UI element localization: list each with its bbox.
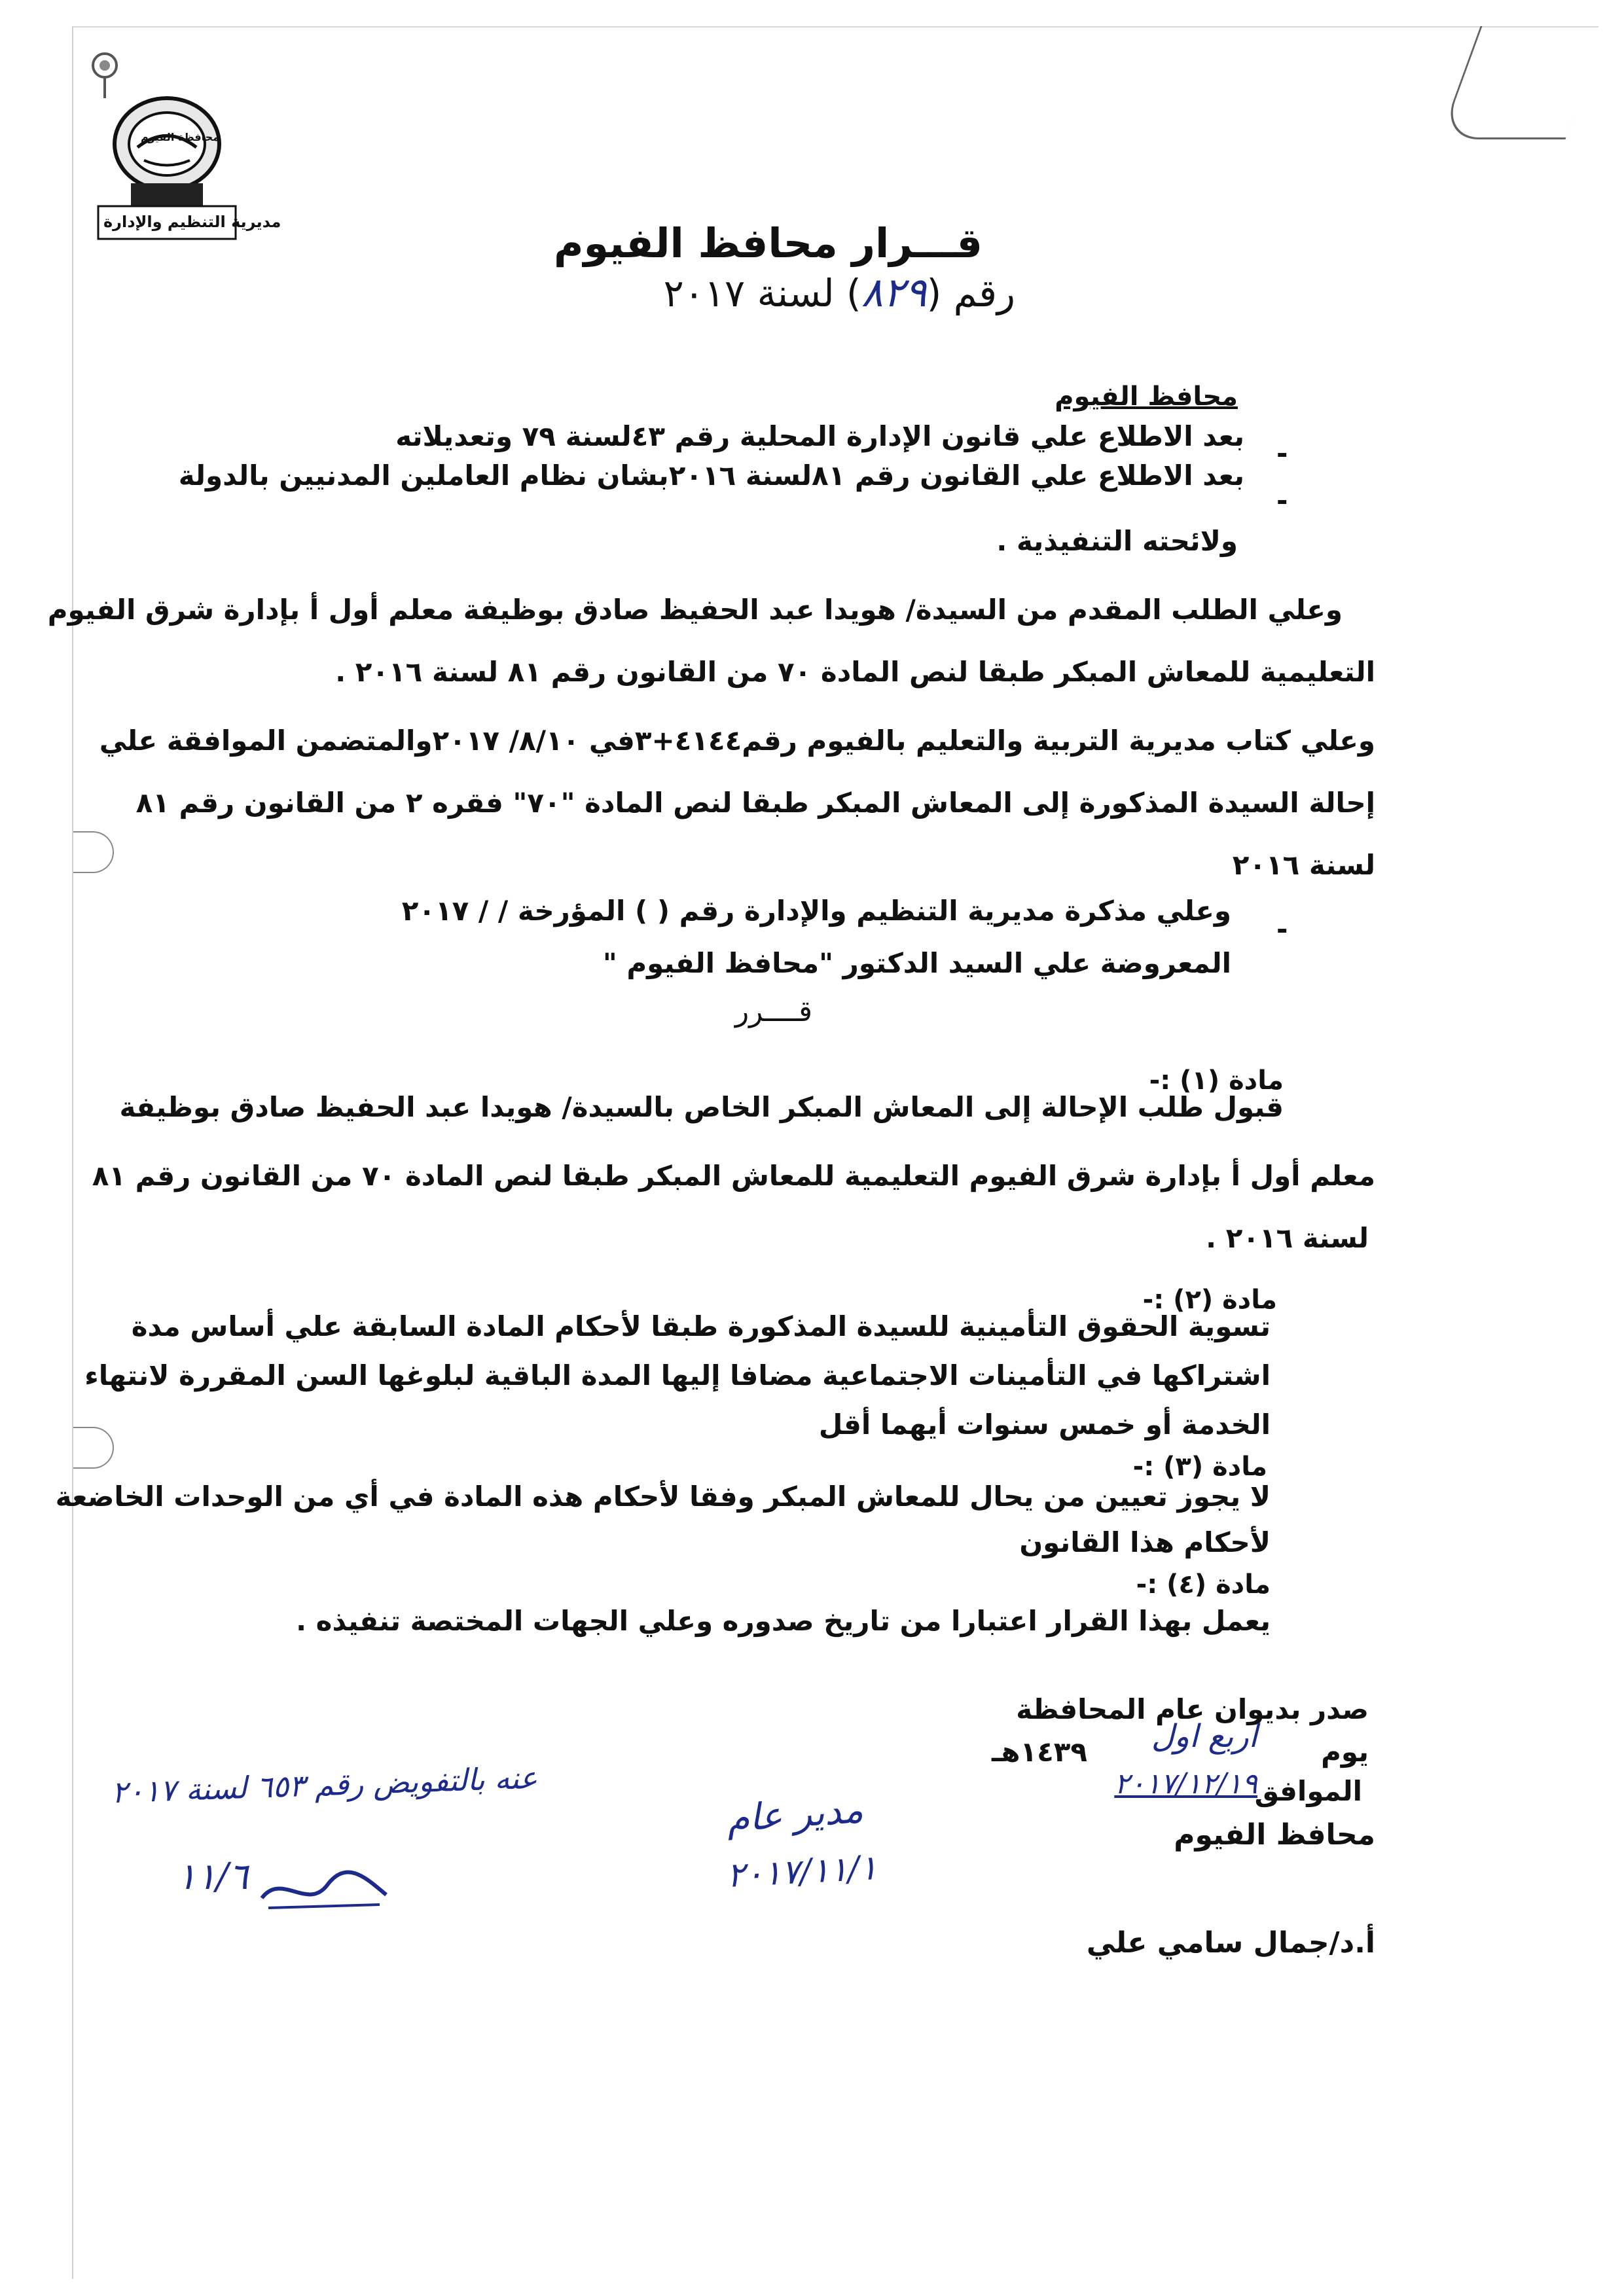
article-2-line-1: تسوية الحقوق التأمينية للسيدة المذكورة طبقا لأحكام المادة السابقة علي أساس مدة [131, 1310, 1271, 1342]
bullet-dash: - [1276, 913, 1288, 945]
review-date: ٢٠١٧/١١/١ [725, 1848, 878, 1895]
bullet-dash: - [1276, 437, 1288, 469]
article-1-line-3: لسنة ٢٠١٦ . [1206, 1222, 1369, 1254]
logo-text: محافظة الفيوم [141, 131, 220, 143]
logo-caption: مديرية التنظيم والإدارة [103, 213, 281, 231]
ministry-letter-line-3: لسنة ٢٠١٦ [1232, 849, 1375, 881]
issuance-day-handwritten: اربع اول [1151, 1718, 1257, 1755]
article-2-line-2: اشتراكها في التأمينات الاجتماعية مضافا إليها المدة الباقية لبلوغها السن المقررة لانتهاء [84, 1359, 1271, 1391]
directorate-logo [92, 85, 281, 242]
issuance-hijri: ١٤٣٩هـ [991, 1736, 1087, 1768]
punch-hole [73, 1427, 114, 1469]
memo-line-2: المعروضة علي السيد الدكتور "محافظ الفيوم " [602, 947, 1231, 979]
article-2-line-3: الخدمة أو خمس سنوات أيهما أقل [818, 1408, 1271, 1441]
decree-number-handwritten: ٨٢٩ [861, 268, 927, 316]
ministry-letter-line-1: وعلي كتاب مديرية التربية والتعليم بالفيوم رقم٤١٤٤+٣في ٨/١٠/ ٢٠١٧والمتضمن الموافقة علي [99, 725, 1375, 757]
governor-label: محافظ الفيوم [1174, 1818, 1375, 1852]
issuance-gregorian-date: ٢٠١٧/١٢/١٩ [1114, 1767, 1257, 1801]
decides-heading: قــــرر [734, 995, 812, 1028]
memo-line-1: وعلي مذكرة مديرية التنظيم والإدارة رقم ( ) المؤرخة / / ٢٠١٧ [401, 895, 1231, 927]
signature-scribble-icon [255, 1865, 393, 1918]
preamble-heading: محافظ الفيوم [1055, 382, 1238, 412]
page-title: قـــرار محافظ الفيوم [554, 219, 983, 267]
request-paragraph-line-1: وعلي الطلب المقدم من السيدة/ هويدا عبد الحفيظ صادق بوظيفة معلم أول أ بإدارة شرق الفيوم [47, 594, 1343, 626]
request-paragraph-line-2: التعليمية للمعاش المبكر طبقا لنص المادة ٧٠ من القانون رقم ٨١ لسنة ٢٠١٦ . [335, 656, 1375, 688]
bullet-dash: - [1276, 484, 1288, 516]
punch-hole [73, 831, 114, 873]
article-3-heading: مادة (٣) :- [1132, 1452, 1267, 1482]
delegation-note: عنه بالتفويض رقم ٦٥٣ لسنة ٢٠١٧ [111, 1759, 539, 1810]
signature-date: ١١/٦ [177, 1856, 249, 1898]
preamble-bullet-2: بعد الاطلاع علي القانون رقم ٨١لسنة ٢٠١٦بشان نظام العاملين المدنيين بالدولة [178, 459, 1244, 492]
issuance-day-label: يوم [1321, 1736, 1369, 1768]
article-3-line-2: لأحكام هذا القانون [1019, 1526, 1271, 1558]
article-2-heading: مادة (٢) :- [1142, 1285, 1277, 1315]
review-note: مدير عام [725, 1788, 865, 1841]
decree-number-prefix: رقم ( [926, 271, 1015, 315]
ministry-letter-line-2: إحالة السيدة المذكورة إلى المعاش المبكر طبقا لنص المادة "٧٠" فقره ٢ من القانون رقم ٨١ [135, 787, 1375, 819]
issuance-gregorian-label: الموافق [1254, 1775, 1362, 1807]
preamble-bullet-2-cont: ولائحته التنفيذية . [996, 525, 1238, 557]
issuance-line: صدر بديوان عام المحافظة [1016, 1693, 1369, 1725]
decree-number-suffix: ) لسنة ٢٠١٧ [663, 271, 861, 315]
article-1-heading: مادة (١) :- [1149, 1066, 1284, 1096]
article-3-line-1: لا يجوز تعيين من يحال للمعاش المبكر وفقا لأحكام هذه المادة في أي من الوحدات الخاضعة [55, 1480, 1271, 1513]
signatory-name: أ.د/جمال سامي علي [1086, 1926, 1375, 1960]
article-4-heading: مادة (٤) :- [1136, 1570, 1271, 1600]
article-1-line-1: قبول طلب الإحالة إلى المعاش المبكر الخاص بالسيدة/ هويدا عبد الحفيظ صادق بوظيفة [119, 1091, 1284, 1123]
decree-number [664, 268, 1015, 316]
preamble-bullet-1: بعد الاطلاع علي قانون الإدارة المحلية رقم ٤٣لسنة ٧٩ وتعديلاته [395, 420, 1244, 452]
article-4-line-1: يعمل بهذا القرار اعتبارا من تاريخ صدوره وعلي الجهات المختصة تنفيذه . [296, 1605, 1271, 1637]
article-1-line-2: معلم أول أ بإدارة شرق الفيوم التعليمية للمعاش المبكر طبقا لنص المادة ٧٠ من القانون رقم ٨١ [92, 1160, 1375, 1192]
